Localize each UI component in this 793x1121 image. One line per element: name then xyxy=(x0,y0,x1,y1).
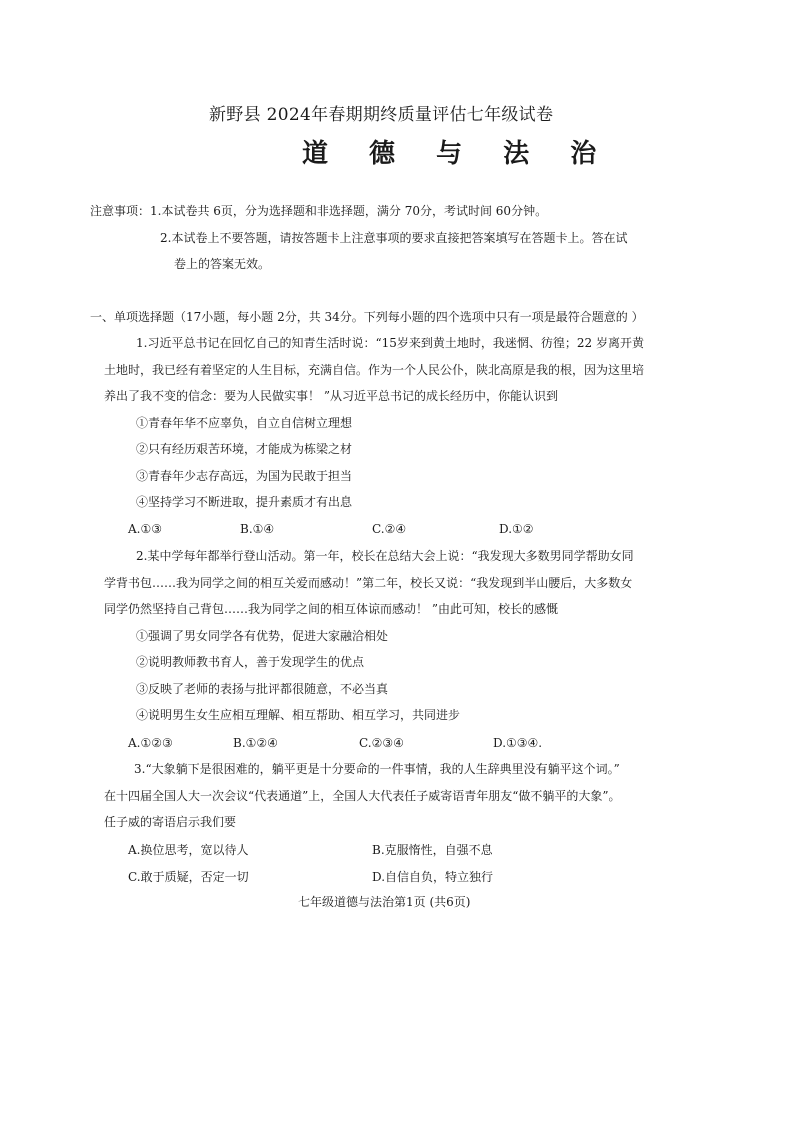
q1-option-d: D.①② xyxy=(499,522,534,536)
q3-stem-line-2: 在十四届全国人大一次会议“代表通道”上，全国人大代表任子威寄语青年朋友“做不躺平的大象”。 xyxy=(104,789,621,803)
q2-option-b: B.①②④ xyxy=(233,736,278,750)
q1-stem-line-3: 养出了我不变的信念：要为人民做实事！ ”从习近平总书记的成长经历中，你能认识到 xyxy=(104,389,558,403)
q2-option-d: D.①③④. xyxy=(493,736,543,750)
q3-option-d: D.自信自负，特立独行 xyxy=(372,870,494,884)
q3-stem-line-1: 3.“大象躺下是很困难的，躺平更是十分要命的一件事情，我的人生辞典里没有躺平这个词。” xyxy=(134,762,620,776)
q2-stem-line-3: 同学仍然坚持自己背包……我为同学之间的相互体谅而感动！ ”由此可知，校长的感慨 xyxy=(104,602,558,616)
notice-line-2: 2.本试卷上不要答题，请按答题卡上注意事项的要求直接把答案填写在答题卡上。答在试 xyxy=(160,231,628,245)
q3-stem-line-3: 任子威的寄语启示我们要 xyxy=(104,815,237,829)
q3-option-a: A.换位思考，宽以待人 xyxy=(128,843,249,857)
notice-line-1: 注意事项：1.本试卷共 6页，分为选择题和非选择题，满分 70分，考试时间 60分钟。 xyxy=(90,204,548,218)
subject-title: 道 德 与 法 治 xyxy=(302,139,613,169)
q2-item: ①强调了男女同学各有优势，促进大家融洽相处 xyxy=(136,629,389,643)
q2-option-a: A.①②③ xyxy=(128,736,173,750)
q1-stem-line-1: 1.习近平总书记在回忆自己的知青生活时说：“15岁来到黄土地时，我迷惘、彷徨；22 岁离开黄 xyxy=(136,336,644,350)
q2-item: ②说明教师教书育人，善于发现学生的优点 xyxy=(136,655,365,669)
q2-stem-line-1: 2.某中学每年都举行登山活动。第一年，校长在总结大会上说：“我发现大多数男同学帮助女同 xyxy=(136,549,634,563)
q1-option-c: C.②④ xyxy=(372,522,407,536)
exam-title: 新野县 2024年春期期终质量评估七年级试卷 xyxy=(209,105,554,125)
q2-item: ④说明男生女生应相互理解、相互帮助、相互学习，共同进步 xyxy=(136,708,461,722)
q2-stem-line-2: 学背书包……我为同学之间的相互关爱而感动！”第二年，校长又说：“我发现到半山腰后，大多数女 xyxy=(104,576,633,590)
q1-item: ②只有经历艰苦环境，才能成为栋梁之材 xyxy=(136,442,353,456)
q1-option-a: A.①③ xyxy=(128,522,162,536)
q1-option-b: B.①④ xyxy=(240,522,275,536)
q2-item: ③反映了老师的表扬与批评都很随意，不必当真 xyxy=(136,682,389,696)
q3-option-b: B.克服惰性，自强不息 xyxy=(372,843,493,857)
q3-option-c: C.敢于质疑，否定一切 xyxy=(128,870,249,884)
q1-item: ④坚持学习不断进取，提升素质才有出息 xyxy=(136,495,353,509)
q2-option-c: C.②③④ xyxy=(359,736,404,750)
page-footer: 七年级道德与法治第1页 (共6页) xyxy=(298,895,471,909)
q1-stem-line-2: 土地时，我已经有着坚定的人生目标，充满自信。作为一个人民公仆，陕北高原是我的根，因为这里培 xyxy=(104,363,645,377)
section-heading: 一、单项选择题（17小题，每小题 2分，共 34分。下列每小题的四个选项中只有一项是最符合题意的 ） xyxy=(90,310,644,324)
q1-item: ①青春年华不应辜负，自立自信树立理想 xyxy=(136,416,353,430)
notice-line-3: 卷上的答案无效。 xyxy=(174,257,271,271)
q1-item: ③青春年少志存高远，为国为民敢于担当 xyxy=(136,469,353,483)
